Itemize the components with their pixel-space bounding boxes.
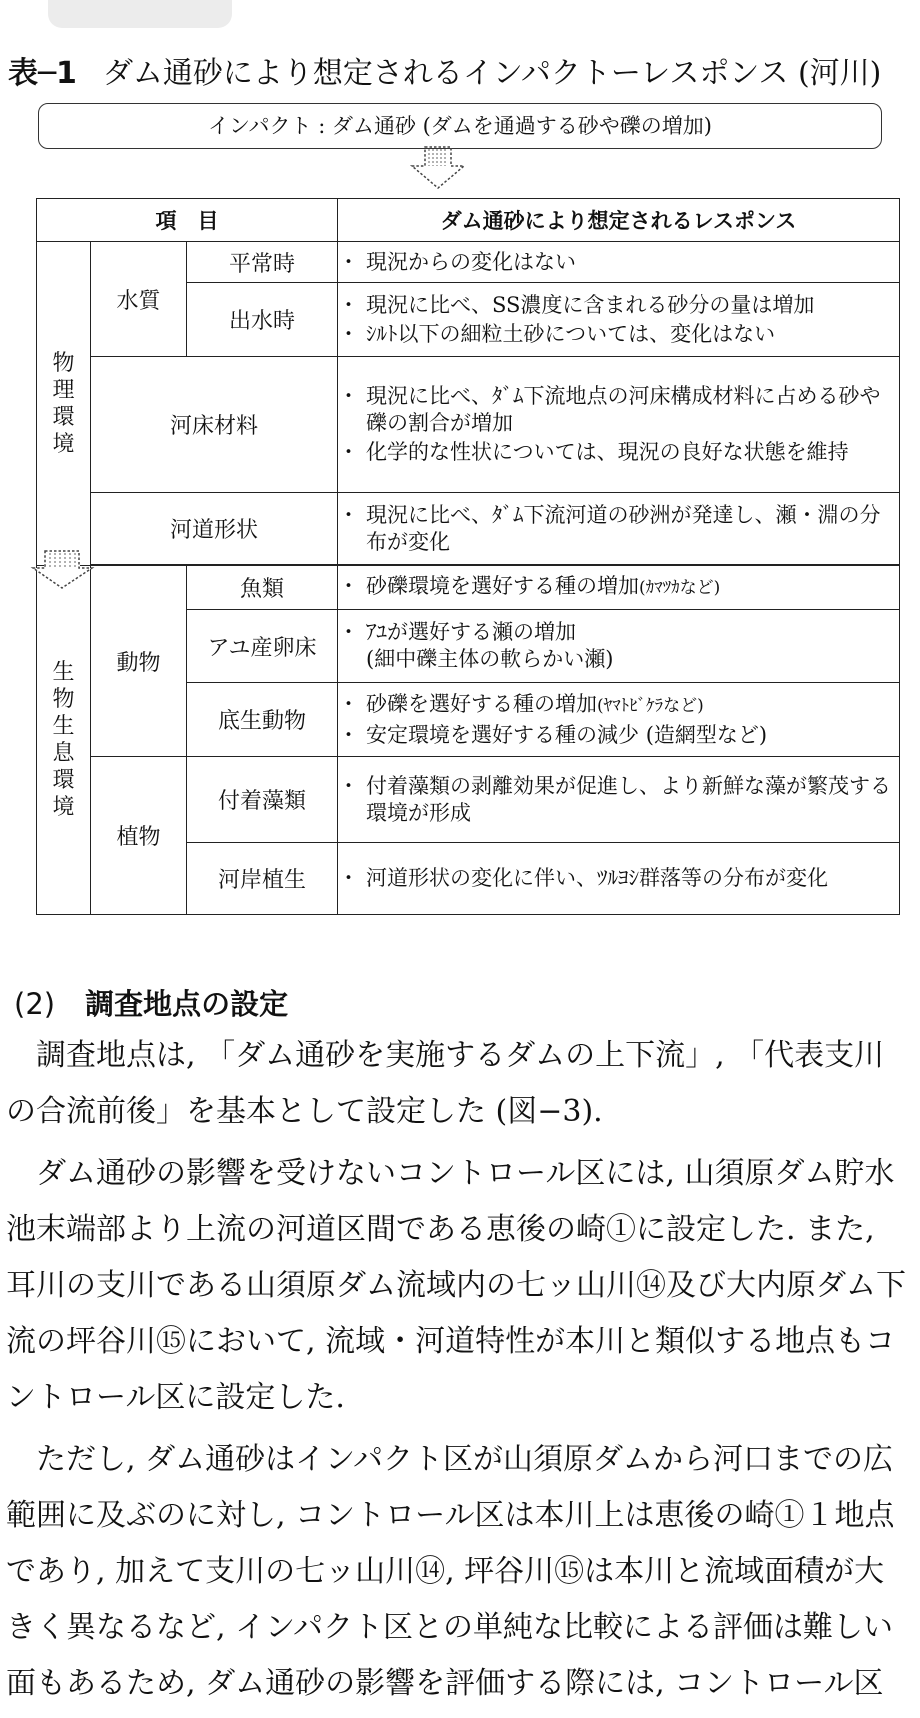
top-tab (48, 0, 232, 28)
cell-flood: 出水時 (187, 283, 338, 357)
cell-normal: 平常時 (187, 242, 338, 283)
bullet-item (338, 619, 899, 673)
impact-box: インパクト : ダム通砂 (ダムを通過する砂や礫の増加) (38, 103, 882, 149)
response-bed-material (338, 357, 900, 493)
bullet-text: ｱﾕが選好する瀬の増加 (366, 620, 577, 644)
table-row (37, 493, 900, 565)
cell-animals: 動物 (91, 566, 187, 757)
table-title-text: ダム通砂により想定されるインパクトーレスポンス (河川) (102, 56, 882, 91)
bullet-note: (ｶﾏﾂｶなど) (639, 578, 721, 598)
response-algae (338, 757, 900, 843)
impact-response-table (36, 198, 900, 915)
cell-algae: 付着藻類 (187, 757, 338, 843)
table-row (37, 566, 900, 610)
cell-plants: 植物 (91, 757, 187, 915)
table-header-row (37, 199, 900, 242)
response-channel-shape (338, 493, 900, 565)
bullet-item: ・ 安定環境を選好する種の減少 (造網型など) (338, 722, 899, 749)
table-row (37, 357, 900, 493)
paragraph: ただし, ダム通砂はインパクト区が山須原ダムから河口までの広範囲に及ぶのに対し, コントロール区は本川上は恵後の崎①１地点であり, 加えて支川の七ッ山川⑭, 坪谷川⑮は本川と流域面積が大きく異なるなど, インパクト区との単純な比較による評価は難しい面もあるため, ダム通砂の影響を評価する際には, コントロール区 (6, 1442, 895, 1701)
section-number: (2) (14, 987, 56, 1021)
bullet-item: ・ 付着藻類の剥離効果が促進し、より新鮮な藻が繁茂する環境が形成 (338, 773, 899, 827)
category-physical-label: 物理環境 (52, 350, 75, 457)
side-down-arrow-icon (30, 550, 96, 590)
response-benthos (338, 683, 900, 757)
header-response: ダム通砂により想定されるレスポンス (338, 199, 900, 242)
category-physical (37, 242, 91, 566)
cell-bed-material: 河床材料 (91, 357, 338, 493)
section-heading (14, 982, 288, 1023)
response-riparian (338, 843, 900, 915)
table-label: 表─1 (8, 56, 77, 91)
cell-ayu-spawning: アユ産卵床 (187, 610, 338, 683)
bullet-note: (ﾔﾏﾄﾋﾞｹﾗなど) (597, 695, 704, 716)
table-row (37, 242, 900, 283)
category-habitat (37, 566, 91, 915)
down-arrow-icon (408, 146, 468, 190)
bullet-item (338, 691, 899, 720)
bullet-text: 砂礫を選好する種の増加 (366, 691, 598, 716)
cell-riparian: 河岸植生 (187, 843, 338, 915)
bullet-item: ・ 現況に比べ、ﾀﾞﾑ下流地点の河床構成材料に占める砂や礫の割合が増加 (338, 383, 899, 437)
bullet-item: ・ 現況に比べ、SS濃度に含まれる砂分の量は増加 (338, 292, 899, 319)
category-habitat-label: 生物生息環境 (52, 660, 75, 820)
bullet-item: ・ 現況からの変化はない (338, 249, 899, 276)
bullet-item: ・ 現況に比べ、ﾀﾞﾑ下流河道の砂洲が発達し、瀬・淵の分布が変化 (338, 502, 899, 556)
bullet-item: ・ 化学的な性状については、現況の良好な状態を維持 (338, 439, 899, 466)
bullet-item: ・ 河道形状の変化に伴い、ﾂﾙﾖｼ群落等の分布が変化 (338, 865, 899, 892)
response-flood (338, 283, 900, 357)
cell-channel-shape: 河道形状 (91, 493, 338, 565)
cell-benthos: 底生動物 (187, 683, 338, 757)
body-text (6, 1028, 912, 1718)
response-normal (338, 242, 900, 283)
bullet-text: 砂礫環境を選好する種の増加 (366, 574, 640, 598)
bullet-note: (細中礫主体の軟らかい瀬) (366, 647, 614, 671)
section-title: 調査地点の設定 (85, 987, 289, 1021)
table-row (37, 757, 900, 843)
bullet-item (338, 573, 899, 602)
response-fish (338, 566, 900, 610)
table-title (8, 54, 912, 94)
response-ayu (338, 610, 900, 683)
paragraph: ダム通砂の影響を受けないコントロール区には, 山須原ダム貯水池末端部より上流の河道区間である恵後の崎①に設定した. また, 耳川の支川である山須原ダム流域内の七ッ山川⑭及び大内原ダム下流の坪谷川⑮において, 流域・河道特性が本川と類似する地点もコントロール区に設定した. (6, 1156, 906, 1415)
header-item: 項 目 (37, 199, 338, 242)
paragraph: 調査地点は, 「ダム通砂を実施するダムの上下流」, 「代表支川の合流前後」を基本として設定した (図−3). (6, 1038, 885, 1129)
cell-fish: 魚類 (187, 566, 338, 610)
bullet-item: ・ ｼﾙﾄ以下の細粒土砂については、変化はない (338, 321, 899, 348)
cell-water-quality: 水質 (91, 242, 187, 357)
